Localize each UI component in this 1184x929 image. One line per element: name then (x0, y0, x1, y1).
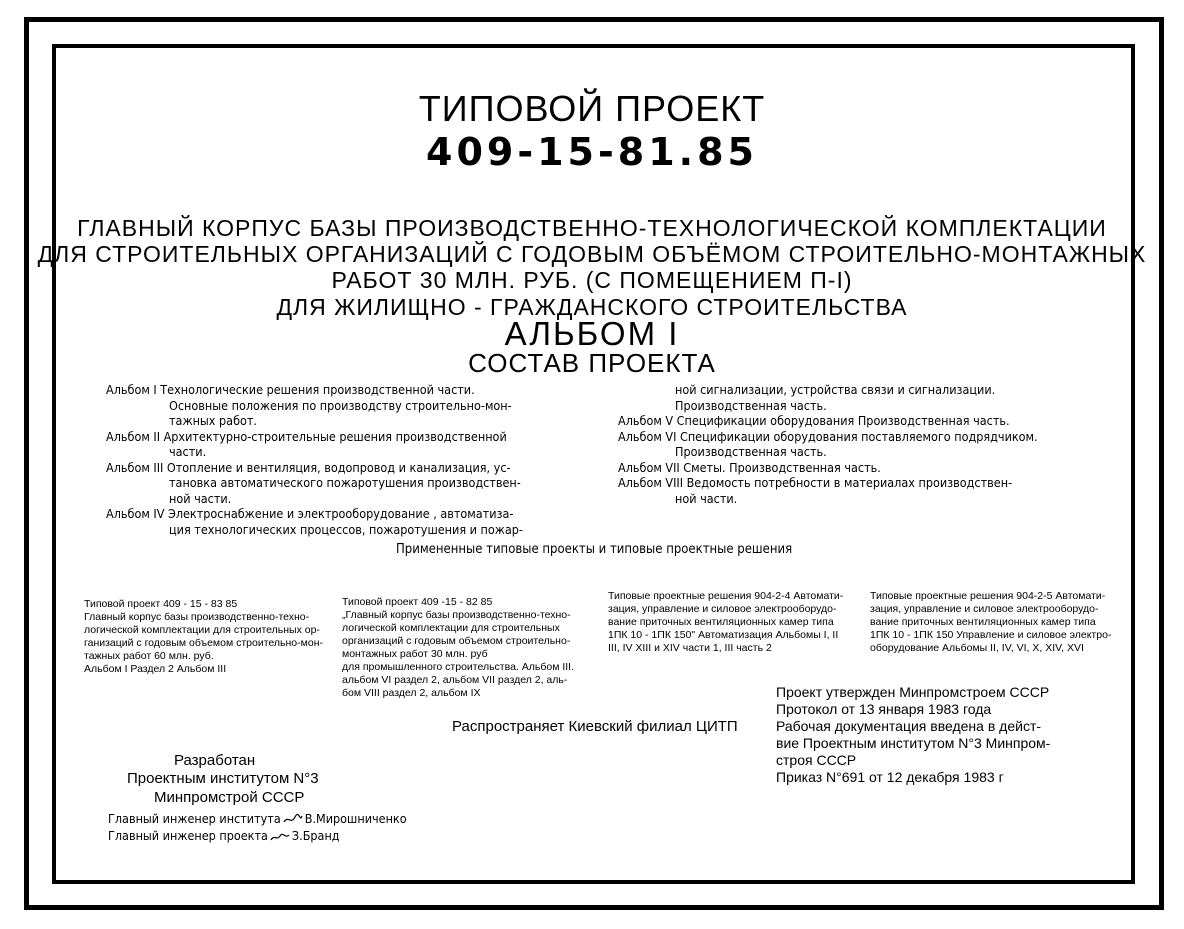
document-type-title: ТИПОВОЙ ПРОЕКТ (418, 88, 766, 129)
signature-role: Главный инженер института (108, 811, 281, 826)
album-desc-line: Спецификации оборудования поставляемого подрядчиком. (679, 428, 1038, 444)
handwritten-signature (283, 814, 303, 826)
album-entry (106, 429, 523, 445)
reference-line: Типовые проектные решения 904-2-4 Автомати- (608, 590, 844, 602)
signature-name: З.Бранд (291, 828, 340, 843)
approval-line: Приказ N°691 от 12 декабря 1983 г (776, 769, 1004, 785)
album-desc-line: части. (169, 444, 207, 459)
album-desc-line: Производственная часть. (675, 397, 827, 413)
reference-line: Альбом I Раздел 2 Альбом III (84, 663, 227, 675)
reference-line: „Главный корпус базы производственно-техно- (342, 609, 571, 621)
album-entry (106, 506, 523, 522)
reference-line: 1ПК 10 - 1ПК 150" Автоматизация Альбомы I, II (608, 629, 839, 641)
approval-block (776, 684, 1050, 786)
album-entry (106, 382, 523, 398)
project-number: 409-15-81.85 (426, 130, 758, 174)
approval-line: строя СССР (776, 752, 857, 768)
album-label: Альбом V (618, 413, 674, 428)
reference-line: зация, управление и силовое электрооборудо- (870, 603, 1099, 615)
reference-line: III, IV XIII и XIV части 1, III часть 2 (608, 642, 772, 654)
albums-left-column (106, 382, 523, 537)
approval-line: вие Проектным институтом N°3 Минпром- (776, 735, 1051, 751)
project-title-line-1: ГЛАВНЫЙ КОРПУС БАЗЫ ПРОИЗВОДСТВЕННО-ТЕХНОЛОГИЧЕСКОЙ КОМПЛЕКТАЦИИ (77, 215, 1107, 241)
album-label: Альбом I (106, 382, 157, 397)
reference-line: вание приточных вентиляционных камер типа (608, 616, 834, 628)
album-entry (618, 413, 1038, 429)
approval-line: Проект утвержден Минпромстроем СССР (776, 684, 1050, 700)
album-label: Альбом VII (618, 459, 680, 475)
handwritten-signature (270, 831, 290, 843)
album-desc-line: ной сигнализации, устройства связи и сигнализации. (675, 382, 996, 397)
album-label: Альбом VIII (618, 475, 684, 490)
signature-row-chief-project-engineer (108, 828, 340, 844)
album-entry (618, 460, 1038, 476)
album-label: Альбом III (106, 459, 164, 475)
album-entry (618, 475, 1038, 491)
album-desc-line: Архитектурно-строительные решения производственной (163, 428, 507, 444)
reference-line: Типовые проектные решения 904-2-5 Автомати- (870, 590, 1106, 602)
developed-by-label: Разработан (174, 752, 256, 769)
album-title: АЛЬБОМ I (504, 315, 680, 352)
reference-line: бом VIII раздел 2, альбом IX (342, 687, 481, 699)
album-desc-line: Спецификации оборудования Производственная часть. (676, 413, 1010, 428)
albums-right-column (618, 382, 1038, 506)
approval-line: Протокол от 13 января 1983 года (776, 701, 992, 717)
reference-line: Главный корпус базы производственно-техно- (84, 611, 310, 623)
album-label: Альбом IV (106, 506, 165, 521)
reference-block-3 (608, 590, 843, 655)
reference-line: организаций с годовым объемом строительно- (342, 635, 571, 647)
album-desc-line: Отопление и вентиляция, водопровод и канализация, ус- (166, 459, 511, 475)
reference-block-2 (342, 596, 574, 700)
album-desc-line: тажных работ. (169, 413, 257, 428)
album-desc-line: Основные положения по производству строительно-мон- (169, 397, 512, 413)
project-title-line-3: РАБОТ 30 МЛН. РУБ. (С ПОМЕЩЕНИЕМ П-I) (331, 267, 853, 293)
album-desc-line: ной части. (169, 490, 232, 506)
reference-line: оборудование Альбомы II, IV, VI, X, XIV, XVI (870, 642, 1084, 654)
approval-line: Рабочая документация введена в дейст- (776, 718, 1042, 734)
project-title-line-2: ДЛЯ СТРОИТЕЛЬНЫХ ОРГАНИЗАЦИЙ С ГОДОВЫМ ОБЪЁМОМ СТРОИТЕЛЬНО-МОНТАЖНЫХ (37, 241, 1147, 267)
reference-line: ганизаций с годовым объемом строительно-мон- (84, 637, 323, 649)
album-desc-line: Технологические решения производственной части. (160, 382, 475, 397)
album-entry (618, 429, 1038, 445)
album-desc-line: Электроснабжение и электрооборудование , автоматиза- (167, 506, 514, 521)
developer-institute: Проектным институтом N°3 (127, 770, 319, 787)
reference-line: альбом VI раздел 2, альбом VII раздел 2, аль- (342, 674, 568, 686)
album-entry (106, 460, 523, 476)
reference-line: монтажных работ 30 млн. руб (342, 648, 488, 660)
signature-row-chief-engineer-institute (108, 811, 407, 827)
album-desc-line: тановка автоматического пожаротушения производствен- (169, 475, 521, 490)
album-desc-line: Сметы. Производственная часть. (683, 459, 881, 475)
reference-block-4 (870, 590, 1111, 655)
reference-line: для промышленного строительства. Альбом III. (342, 661, 575, 673)
album-desc-line: ной части. (675, 490, 738, 506)
reference-line: вание приточных вентиляционных камер типа (870, 616, 1096, 628)
reference-line: тажных работ 60 млн. руб. (84, 650, 214, 662)
reference-line: логической комплектации для строительных (342, 622, 560, 634)
album-desc-line: Производственная часть. (675, 444, 827, 459)
album-desc-line: ция технологических процессов, пожаротушения и пожар- (169, 521, 523, 537)
reference-line: Типовой проект 409 -15 - 82 85 (342, 596, 493, 608)
album-label: Альбом II (106, 428, 161, 444)
composition-heading: СОСТАВ ПРОЕКТА (468, 348, 716, 378)
reference-block-1 (84, 598, 323, 676)
reference-line: зация, управление и силовое электрооборудо- (608, 603, 837, 615)
signature-role: Главный инженер проекта (108, 828, 268, 843)
distributor-note: Распространяет Киевский филиал ЦИТП (452, 718, 738, 735)
reference-line: логической комплектации для строительных ор- (84, 624, 320, 636)
album-label: Альбом VI (618, 428, 677, 444)
applied-projects-heading: Примененные типовые проекты и типовые проектные решения (396, 542, 793, 557)
reference-line: 1ПК 10 - 1ПК 150 Управление и силовое электро- (870, 629, 1112, 641)
reference-line: Типовой проект 409 - 15 - 83 85 (84, 598, 238, 610)
project-title-line-4: ДЛЯ ЖИЛИЩНО - ГРАЖДАНСКОГО СТРОИТЕЛЬСТВА (276, 294, 908, 320)
developer-ministry: Минпромстрой СССР (154, 789, 305, 806)
album-desc-line: Ведомость потребности в материалах производствен- (686, 475, 1013, 490)
signature-name: В.Мирошниченко (304, 811, 407, 826)
